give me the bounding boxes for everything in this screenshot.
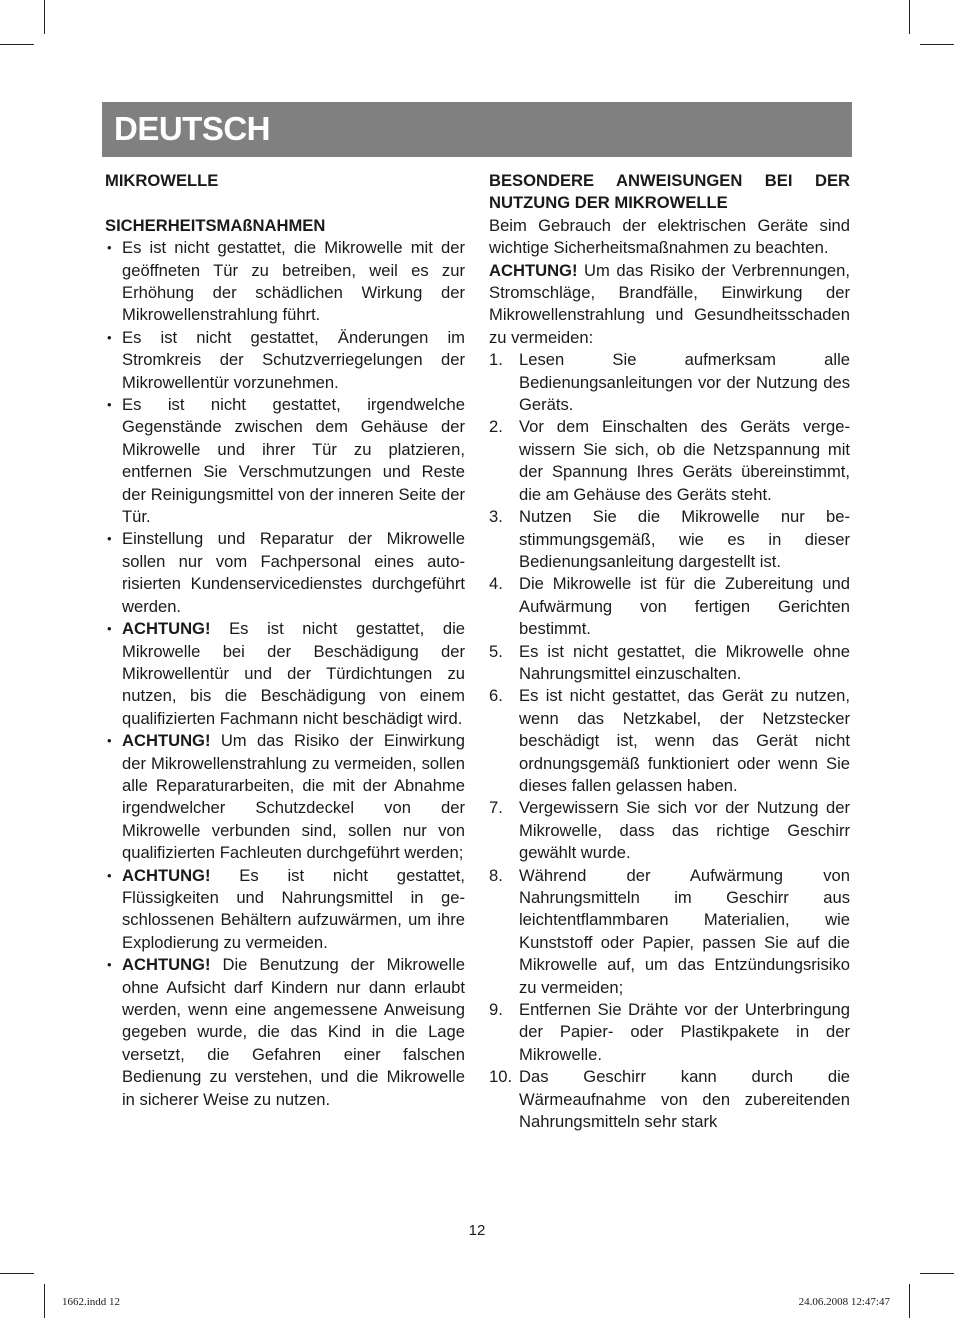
list-item: 10. Das Geschirr kann durch die Wärmeaufnahme von den zubereitenden Nahrungsmitteln sehr stark xyxy=(489,1067,850,1132)
crop-mark xyxy=(920,44,954,45)
crop-mark xyxy=(920,1273,954,1274)
page-number: 12 xyxy=(468,1222,486,1239)
spacer xyxy=(105,192,465,214)
safety-section-title: SICHERHEITSMAßNAHMEN xyxy=(105,215,326,235)
instructions-numbered-list xyxy=(489,349,850,1133)
crop-mark xyxy=(0,1273,34,1274)
right-column xyxy=(489,170,850,1133)
safety-bullet-list xyxy=(105,237,465,1111)
left-column xyxy=(105,170,465,1111)
warning-paragraph: ACHTUNG! Um das Risiko der Verbrennungen, Stromschläge, Brandfälle, Einwirkung der Mikrowellenstrahlung und Gesundheitsschaden zu vermeiden: xyxy=(489,260,850,347)
intro-paragraph: Beim Gebrauch der elektrischen Geräte sind wichtige Sicherheitsmaßnahmen zu beachten. xyxy=(489,215,850,258)
product-title: MIKROWELLE xyxy=(105,171,219,190)
crop-mark xyxy=(909,1284,910,1318)
list-item: 2. Vor dem Einschalten des Geräts vergewissern Sie sich, ob die Netzspannung mit der Spannung Ihres Geräts übereinstimmt, die am Gehäuse des Geräts steht. xyxy=(489,417,850,504)
list-item: • Es ist nicht gestattet, irgendwelche Gegenstände zwischen dem Gehäuse der Mikrowelle und ihrer Tür zu platzieren, entfernen Sie Verschmutzungen und Reste der Reinigungsmittel von der inneren Seite der Tür. xyxy=(105,394,465,528)
list-item: 1. Lesen Sie aufmerksam alle Bedienungsanleitungen vor der Nutzung des Geräts. xyxy=(489,350,850,415)
list-item: 8. Während der Aufwärmung von Nahrungsmitteln im Geschirr aus leichtentflammbaren Materialien, wie Kunststoff oder Papier, passen Sie auf die Mikrowelle auf, um das Entzündungsrisiko zu vermeiden; xyxy=(489,865,850,997)
list-item: • Es ist nicht gestattet, die Mikrowelle mit der geöffneten Tür zu betreiben, weil es zur Erhöhung der schädlichen Wirkung der Mikrowellenstrahlung führt. xyxy=(105,237,465,327)
footer-file-name: 1662.indd 12 xyxy=(62,1296,121,1308)
list-item: • ACHTUNG! Es ist nicht gestattet, die Mikrowelle bei der Beschädigung der Mikrowellentür und der Türdichtungen zu nutzen, bis die Beschädigung von einem qualifizierten Fachmann nicht beschädigt wird. xyxy=(105,618,465,730)
language-title: DEUTSCH xyxy=(114,110,271,147)
crop-mark xyxy=(44,0,45,34)
list-item: • ACHTUNG! Es ist nicht gestattet, Flüssigkeiten und Nahrungsmittel in geschlossenen Behältern aufzuwärmen, um ihre Explodierung zu vermeiden. xyxy=(105,865,465,955)
crop-mark xyxy=(909,0,910,34)
list-item: 4. Die Mikrowelle ist für die Zubereitung und Aufwärmung von fertigen Gerichten bestimmt. xyxy=(489,574,850,639)
list-item: • Es ist nicht gestattet, Änderungen im Stromkreis der Schutzverriegelungen der Mikrowellentür vorzunehmen. xyxy=(105,327,465,394)
crop-mark xyxy=(0,44,34,45)
language-header-bar xyxy=(102,102,852,157)
list-item: 5. Es ist nicht gestattet, die Mikrowelle ohne Nahrungsmittel einzuschalten. xyxy=(489,641,850,683)
list-item: 7. Vergewissern Sie sich vor der Nutzung der Mikrowelle, dass das richtige Geschirr gewählt wurde. xyxy=(489,798,850,863)
list-item: • ACHTUNG! Um das Risiko der Einwirkung der Mikrowellenstrahlung zu vermeiden, sollen alle Reparaturarbeiten, die mit der Abnahme irgendwelcher Schutzdeckel von der Mikrowelle verbunden sind, sollen nur von qualifizierten Fachleuten durchgeführt werden; xyxy=(105,730,465,864)
crop-mark xyxy=(44,1284,45,1318)
footer-timestamp: 24.06.2008 12:47:47 xyxy=(798,1296,890,1308)
list-item: • ACHTUNG! Die Benutzung der Mikrowelle ohne Aufsicht darf Kindern nur dann erlaubt werden, wenn eine angemessene Anweisung gegeben wurde, die das Kind in die Lage versetzt, die Gefahren einer falschen Bedienung zu verstehen, und die Mikrowelle in sicherer Weise zu nutzen. xyxy=(105,954,465,1111)
instructions-title: BESONDERE ANWEISUNGEN BEI DER NUTZUNG DER MIKROWELLE xyxy=(489,171,850,213)
list-item: 3. Nutzen Sie die Mikrowelle nur bestimmungsgemäß, wie es in dieser Bedienungsanleitung dargestellt ist. xyxy=(489,507,850,571)
list-item: 9. Entfernen Sie Drähte vor der Unterbringung der Papier- oder Plastikpakete in der Mikrowelle. xyxy=(489,1000,850,1064)
list-item: • Einstellung und Reparatur der Mikrowelle sollen nur vom Fachpersonal eines autorisierten Kundenservicedienstes durchgeführt werden. xyxy=(105,528,465,618)
list-item: 6. Es ist nicht gestattet, das Gerät zu nutzen, wenn das Netzkabel, der Netzstecker beschädigt ist, wenn das Gerät nicht ordnungsgemäß funktioniert oder wenn Sie dieses fallen gelassen haben. xyxy=(489,686,850,795)
